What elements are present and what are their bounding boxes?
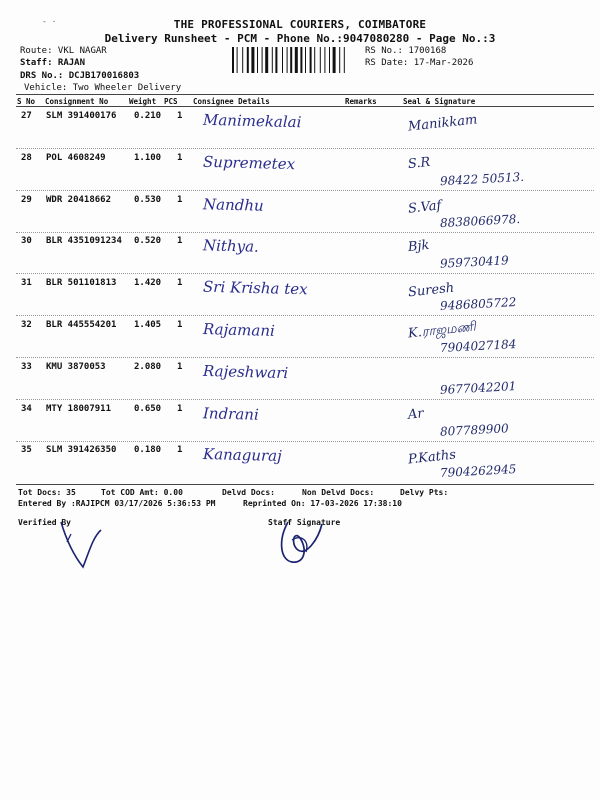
row-divider <box>16 441 594 442</box>
row-signature-phone: 9486805722 <box>439 295 517 313</box>
col-consignee: Consignee Details <box>193 97 270 106</box>
row-signature-phone: 959730419 <box>439 253 510 271</box>
row-signature-phone: 98422 50513. <box>439 169 525 189</box>
row-s-no: 31 <box>21 278 32 288</box>
total-cod: Tot COD Amt: 0.00 <box>101 488 183 497</box>
row-pcs: 1 <box>177 445 183 455</box>
row-consignment: WDR 20418662 <box>46 195 112 205</box>
row-consignment: POL 4608249 <box>46 153 106 163</box>
company-title: THE PROFESSIONAL COURIERS, COIMBATORE <box>173 18 427 31</box>
row-signature-name: Bjk <box>407 237 431 256</box>
table-bottom-rule <box>16 484 594 485</box>
entered-by: Entered By :RAJIPCM 03/17/2026 5:36:53 PM <box>18 499 216 508</box>
barcode-icon <box>232 47 360 73</box>
verified-by-label: Verified By <box>18 518 71 527</box>
row-pcs: 1 <box>177 278 183 288</box>
row-consignment: BLR 4351091234 <box>46 236 122 246</box>
row-s-no: 28 <box>21 153 32 163</box>
rs-number: RS No.: 1700168 <box>365 46 447 56</box>
row-consignee: Sri Krisha tex <box>202 277 308 299</box>
row-signature-name: P.Kaths <box>407 447 457 468</box>
row-s-no: 29 <box>21 195 32 205</box>
row-signature-phone: 7904027184 <box>439 337 517 355</box>
vehicle-label: Vehicle: Two Wheeler Delivery <box>24 83 182 93</box>
route-label: Route: VKL NAGAR <box>20 46 107 56</box>
row-divider <box>16 190 594 191</box>
row-s-no: 30 <box>21 236 32 246</box>
rs-date: RS Date: 17-Mar-2026 <box>365 58 474 68</box>
row-consignee: Nithya. <box>202 236 260 256</box>
staff-signature-label: Staff Signature <box>268 518 341 527</box>
row-signature-phone: 7904262945 <box>439 462 517 480</box>
verified-signature <box>55 512 115 572</box>
row-weight: 0.210 <box>134 111 162 121</box>
row-weight: 1.420 <box>134 278 162 288</box>
col-remarks: Remarks <box>345 97 377 106</box>
row-weight: 0.650 <box>134 404 162 414</box>
runsheet-subtitle: Delivery Runsheet - PCM - Phone No.:9047080280 - Page No.:3 <box>104 32 496 45</box>
row-signature-phone: 9677042201 <box>439 379 517 397</box>
row-s-no: 35 <box>21 445 32 455</box>
row-signature-name: S.R <box>407 154 432 173</box>
row-s-no: 32 <box>21 320 32 330</box>
row-consignee: Supremetex <box>202 152 296 174</box>
row-s-no: 34 <box>21 404 32 414</box>
row-signature-name: Ar <box>407 406 425 423</box>
scan-mark: - · <box>42 17 57 26</box>
staff-label: Staff: RAJAN <box>20 58 86 68</box>
row-signature-name: Suresh <box>407 280 455 301</box>
col-seal: Seal & Signature <box>403 97 476 106</box>
row-consignment: SLM 391400176 <box>46 111 117 121</box>
row-weight: 0.530 <box>134 195 162 205</box>
row-pcs: 1 <box>177 320 183 330</box>
row-consignment: BLR 501101813 <box>46 278 117 288</box>
reprinted-on: Reprinted On: 17-03-2026 17:38:10 <box>243 499 402 508</box>
row-pcs: 1 <box>177 195 183 205</box>
row-signature-phone: 8838066978. <box>439 211 521 231</box>
delivered-docs: Delvd Docs: <box>222 488 275 497</box>
row-divider <box>16 273 594 274</box>
row-divider <box>16 232 594 233</box>
row-consignment: SLM 391426350 <box>46 445 117 455</box>
row-signature-name: S.Vaf <box>407 198 443 217</box>
col-consignment: Consignment No <box>45 97 109 106</box>
row-s-no: 33 <box>21 362 32 372</box>
row-consignee: Manimekalai <box>202 110 302 132</box>
row-weight: 0.180 <box>134 445 162 455</box>
row-consignee: Indrani <box>202 404 259 424</box>
row-signature-name: Manikkam <box>407 112 479 135</box>
non-delivered-docs: Non Delvd Docs: <box>302 488 375 497</box>
total-docs: Tot Docs: 35 <box>18 488 76 497</box>
delivery-points: Delvy Pts: <box>400 488 449 497</box>
row-consignment: KMU 3870053 <box>46 362 106 372</box>
row-pcs: 1 <box>177 404 183 414</box>
table-top-rule <box>16 94 594 95</box>
row-pcs: 1 <box>177 236 183 246</box>
row-weight: 1.100 <box>134 153 162 163</box>
row-consignment: BLR 445554201 <box>46 320 117 330</box>
staff-signature <box>270 510 340 570</box>
drs-number: DRS No.: DCJB170016803 <box>20 71 140 81</box>
col-pcs: PCS <box>164 97 178 106</box>
table-header-rule <box>16 106 594 107</box>
col-s-no: S No <box>17 97 36 106</box>
row-pcs: 1 <box>177 111 183 121</box>
row-signature-name: K.ராஜமணி <box>407 319 477 342</box>
row-consignee: Kanaguraj <box>202 444 283 466</box>
row-consignee: Rajamani <box>202 320 276 340</box>
row-pcs: 1 <box>177 362 183 372</box>
row-s-no: 27 <box>21 111 32 121</box>
row-divider <box>16 148 594 149</box>
row-weight: 2.080 <box>134 362 162 372</box>
row-divider <box>16 357 594 358</box>
row-pcs: 1 <box>177 153 183 163</box>
row-weight: 1.405 <box>134 320 162 330</box>
col-weight: Weight <box>129 97 157 106</box>
row-weight: 0.520 <box>134 236 162 246</box>
row-consignee: Nandhu <box>202 195 264 215</box>
row-consignee: Rajeshwari <box>202 361 289 383</box>
row-signature-phone: 807789900 <box>439 421 510 439</box>
row-consignment: MTY 18007911 <box>46 404 112 414</box>
row-divider <box>16 315 594 316</box>
row-divider <box>16 399 594 400</box>
